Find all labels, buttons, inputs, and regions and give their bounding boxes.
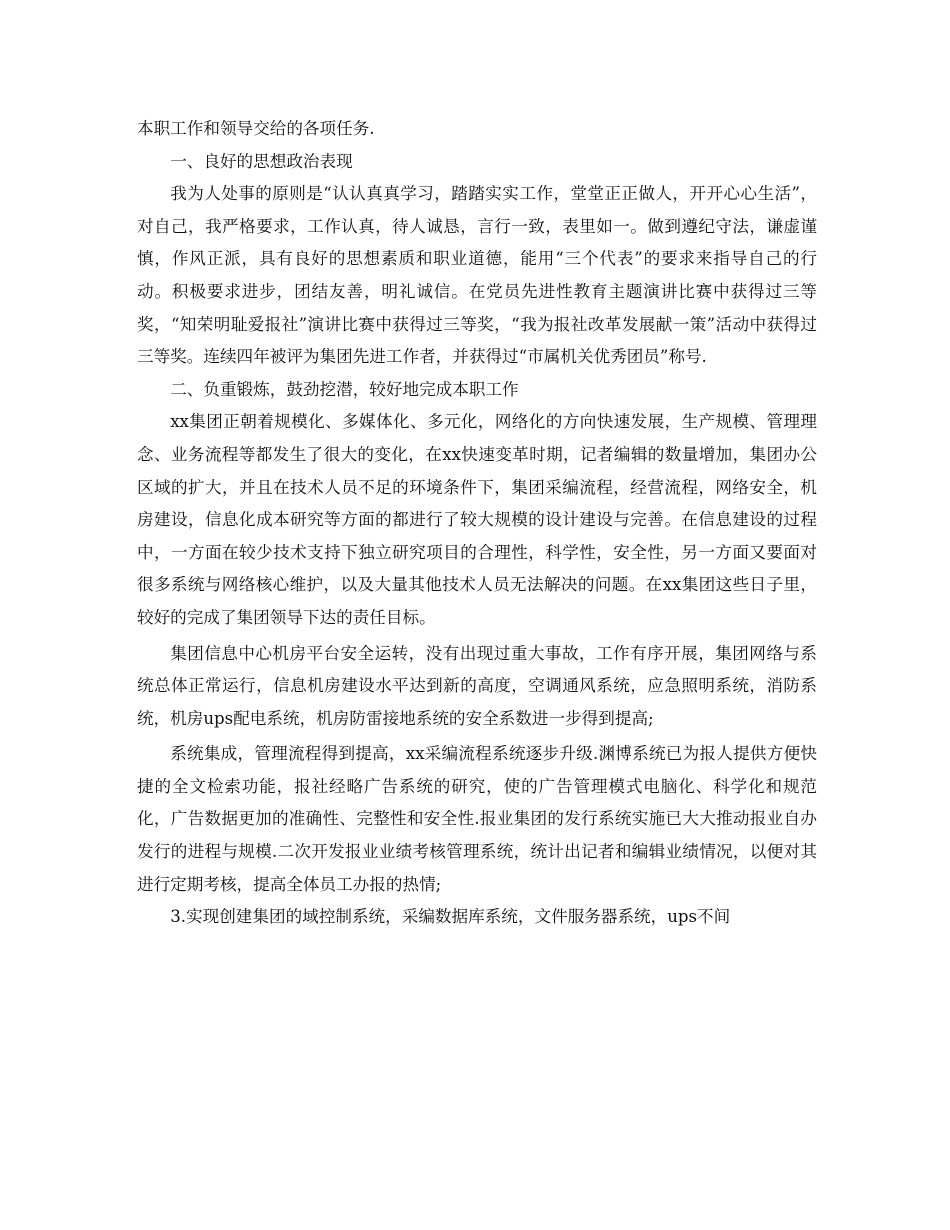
section-heading-2: 二、负重锻炼，鼓劲挖潜，较好地完成本职工作 bbox=[170, 379, 519, 399]
paragraph-system-integration: 系统集成，管理流程得到提高，xx采编流程系统逐步升级.渊博系统已为报人提供方便快捷的全文检索功能，报社经略广告系统的研究，使的广告管理模式电脑化、科学化和规范化，广告数据更加的准确性、完整性和安全性.报业集团的发行系统实施已大大推动报业自办发行的进程与规模.二次开发报业业绩考核管理系统，统计出记者和编辑业绩情况，以便对其进行定期考核，提高全体员工办报的热情; bbox=[137, 744, 817, 894]
paragraph-development: xx集团正朝着规模化、多媒体化、多元化，网络化的方向快速发展，生产规模、管理理念、业务流程等都发生了很大的变化，在xx快速变革时期，记者编辑的数量增加，集团办公区域的扩大，并且在技术人员不足的环境条件下，集团采编流程，经营流程，网络安全，机房建设，信息化成本研究等方面的都进行了较大规模的设计建设与完善。在信息建设的过程中，一方面在较少技术支持下独立研究项目的合理性，科学性，安全性，另一方面又要面对很多系统与网络核心维护，以及大量其他技术人员无法解决的问题。在xx集团这些日子里，较好的完成了集团领导下达的责任目标。 bbox=[137, 412, 817, 627]
document-page bbox=[137, 113, 817, 934]
paragraph-intro: 本职工作和领导交给的各项任务. bbox=[137, 119, 375, 138]
paragraph-machine-room: 集团信息中心机房平台安全运转，没有出现过重大事故，工作有序开展，集团网络与系统总体正常运行，信息机房建设水平达到新的高度，空调通风系统，应急照明系统，消防系统，机房ups配电系统，机房防雷接地系统的安全系数进一步得到提高; bbox=[137, 643, 817, 728]
paragraph-item-3: 3.实现创建集团的域控制系统，采编数据库系统，文件服务器系统，ups不间 bbox=[170, 907, 731, 927]
paragraph-principles: 我为人处事的原则是“认认真真学习，踏踏实实工作，堂堂正正做人，开开心心生活”，对自己，我严格要求，工作认真，待人诚恳，言行一致，表里如一。做到遵纪守法，谦虚谨慎，作风正派，具有良好的思想素质和职业道德，能用“三个代表”的要求来指导自己的行动。积极要求进步，团结友善，明礼诚信。在党员先进性教育主题演讲比赛中获得过三等奖，“知荣明耻爱报社”演讲比赛中获得过三等奖，“我为报社改革发展献一策”活动中获得过三等奖。连续四年被评为集团先进工作者，并获得过“市属机关优秀团员”称号. bbox=[137, 184, 817, 367]
section-heading-1: 一、良好的思想政治表现 bbox=[170, 151, 353, 171]
